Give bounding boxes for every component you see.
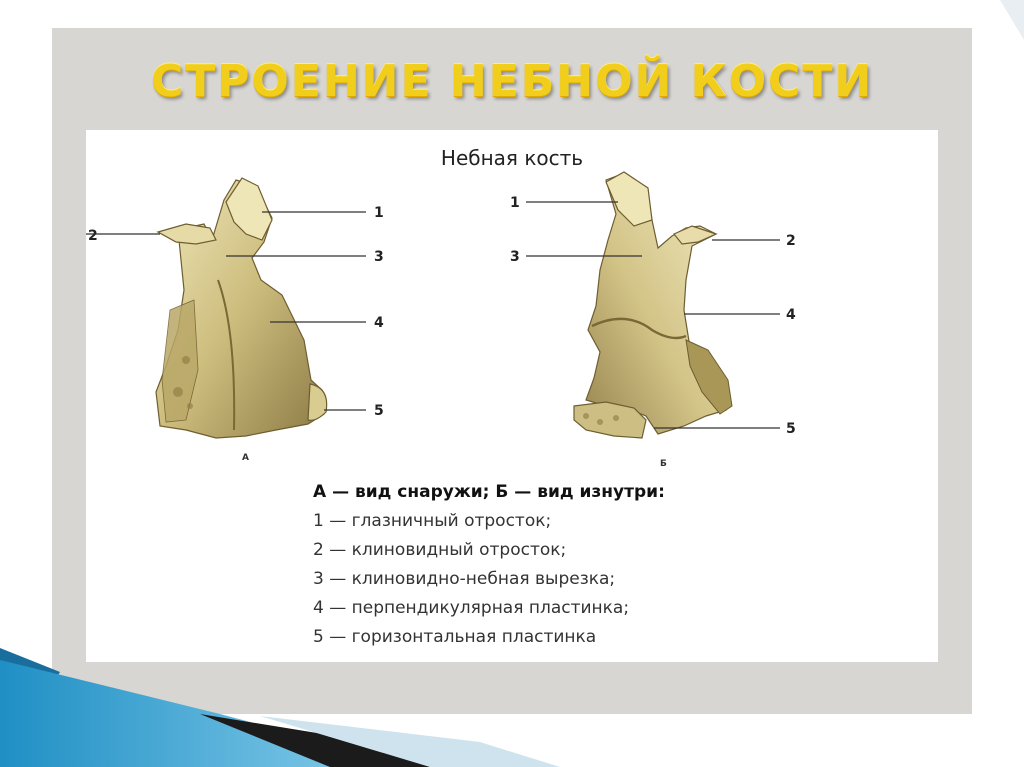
callout-a-4: 4 bbox=[374, 315, 384, 331]
legend-item: 2 — клиновидный отросток; bbox=[313, 540, 567, 560]
figure-legend bbox=[313, 478, 913, 652]
callout-a-1: 1 bbox=[374, 205, 384, 221]
callout-a-5: 5 bbox=[374, 403, 384, 419]
callout-b-2: 2 bbox=[786, 233, 796, 249]
view-b-orbital-process bbox=[606, 172, 652, 226]
figure-panel bbox=[86, 130, 938, 662]
palatine-bone-view-a bbox=[156, 178, 327, 438]
view-b-letter: Б bbox=[660, 459, 667, 469]
callout-a-2: 2 bbox=[88, 228, 98, 244]
view-b-sphenoidal-process bbox=[674, 226, 716, 244]
callout-b-3: 3 bbox=[510, 249, 520, 265]
figure-heading: Небная кость bbox=[440, 146, 584, 170]
legend-heading: А — вид снаружи; Б — вид изнутри: bbox=[313, 482, 665, 502]
callout-b-4: 4 bbox=[786, 307, 796, 323]
palatine-bone-view-b bbox=[574, 172, 732, 438]
view-a-horizontal-plate-knob bbox=[308, 384, 327, 420]
legend-item: 1 — глазничный отросток; bbox=[313, 511, 552, 531]
view-a-letter: А bbox=[242, 453, 249, 463]
callout-a-3: 3 bbox=[374, 249, 384, 265]
legend-item: 4 — перпендикулярная пластинка; bbox=[313, 598, 630, 618]
legend-item: 3 — клиновидно-небная вырезка; bbox=[313, 569, 616, 589]
legend-item: 5 — горизонтальная пластинка bbox=[313, 627, 597, 647]
callout-b-5: 5 bbox=[786, 421, 796, 437]
view-a-sphenoidal-process bbox=[158, 224, 216, 244]
callout-b-1: 1 bbox=[510, 195, 520, 211]
slide-title: СТРОЕНИЕ НЕБНОЙ КОСТИ bbox=[150, 56, 874, 107]
